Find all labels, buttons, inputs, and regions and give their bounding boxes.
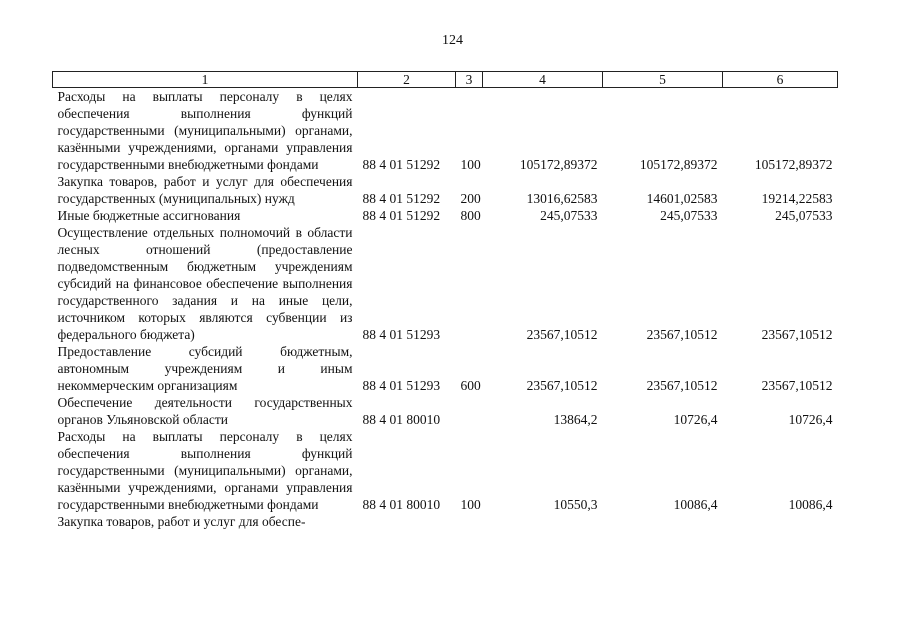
row-expense-type: 800	[460, 208, 481, 223]
row-expense-type	[456, 394, 483, 428]
row-expense-type: 100	[460, 157, 481, 172]
row-description: Закупка товаров, работ и услуг для обеспечения государственных (муниципальных) нужд	[57, 174, 353, 206]
row-description: Расходы на выплаты персоналу в целях обеспечения выполнения функций государственными (муниципальными) органами, казёнными учреждениями, органами управления государственными внебюджетными фондами	[57, 89, 353, 172]
row-expense-type: 600	[460, 378, 481, 393]
column-header-1: 1	[53, 72, 358, 88]
row-amount-col5: 14601,02583	[646, 191, 718, 206]
row-amount-col6: 19214,22583	[761, 191, 833, 206]
row-description: Закупка товаров, работ и услуг для обеспе-	[57, 514, 306, 529]
row-amount-col5: 10726,4	[673, 412, 718, 427]
row-expense-type	[456, 513, 483, 530]
table-row	[53, 343, 838, 394]
row-target-code: 88 4 01 51293	[362, 378, 441, 393]
row-target-code: 88 4 01 51292	[362, 157, 441, 172]
row-amount-col6	[723, 513, 838, 530]
row-amount-col5: 23567,10512	[646, 327, 718, 342]
row-amount-col5: 245,07533	[660, 208, 718, 223]
row-amount-col4: 13864,2	[553, 412, 598, 427]
page-number: 124	[442, 33, 463, 48]
row-amount-col4: 105172,89372	[519, 157, 598, 172]
row-amount-col5: 10086,4	[673, 497, 718, 512]
row-amount-col6: 105172,89372	[754, 157, 833, 172]
row-amount-col5: 23567,10512	[646, 378, 718, 393]
row-amount-col5: 105172,89372	[639, 157, 718, 172]
table-row	[53, 394, 838, 428]
row-target-code: 88 4 01 80010	[362, 412, 441, 427]
row-description: Иные бюджетные ассигнования	[57, 208, 241, 223]
table-row	[53, 513, 838, 530]
table-row	[53, 88, 838, 174]
row-description: Расходы на выплаты персоналу в целях обеспечения выполнения функций государственными (муниципальными) органами, казёнными учреждениями, органами управления государственными внебюджетными фондами	[57, 429, 353, 512]
row-description: Предоставление субсидий бюджетным, автономным учреждениям и иным некоммерческим организациям	[57, 344, 353, 393]
column-header-2: 2	[358, 72, 456, 88]
row-amount-col4: 10550,3	[553, 497, 598, 512]
row-amount-col6: 23567,10512	[761, 378, 833, 393]
row-amount-col4: 13016,62583	[526, 191, 598, 206]
row-target-code: 88 4 01 80010	[362, 497, 441, 512]
table-header-row	[53, 72, 838, 88]
row-description: Обеспечение деятельности государственных органов Ульяновской области	[57, 395, 353, 427]
column-header-6: 6	[723, 72, 838, 88]
budget-table	[52, 71, 838, 530]
row-target-code: 88 4 01 51292	[362, 191, 441, 206]
row-amount-col6: 245,07533	[775, 208, 833, 223]
row-amount-col6: 10086,4	[788, 497, 833, 512]
column-header-5: 5	[603, 72, 723, 88]
row-amount-col6: 10726,4	[788, 412, 833, 427]
row-amount-col4: 23567,10512	[526, 378, 598, 393]
row-amount-col6: 23567,10512	[761, 327, 833, 342]
row-amount-col5	[603, 513, 723, 530]
row-expense-type	[456, 224, 483, 343]
row-expense-type: 200	[460, 191, 481, 206]
table-row	[53, 224, 838, 343]
row-amount-col4	[483, 513, 603, 530]
row-target-code: 88 4 01 51293	[362, 327, 441, 342]
row-expense-type: 100	[460, 497, 481, 512]
table-row	[53, 207, 838, 224]
table-row	[53, 173, 838, 207]
column-header-4: 4	[483, 72, 603, 88]
row-description: Осуществление отдельных полномочий в области лесных отношений (предоставление подведомственным бюджетным учреждениям субсидий на финансовое обеспечение выполнения государственного задания и на иные цели, источником которых являются субвенции из федерального бюджета)	[57, 225, 353, 342]
table-row	[53, 428, 838, 513]
row-amount-col4: 245,07533	[540, 208, 598, 223]
row-target-code: 88 4 01 51292	[362, 208, 441, 223]
row-amount-col4: 23567,10512	[526, 327, 598, 342]
row-target-code	[358, 513, 456, 530]
column-header-3: 3	[456, 72, 483, 88]
